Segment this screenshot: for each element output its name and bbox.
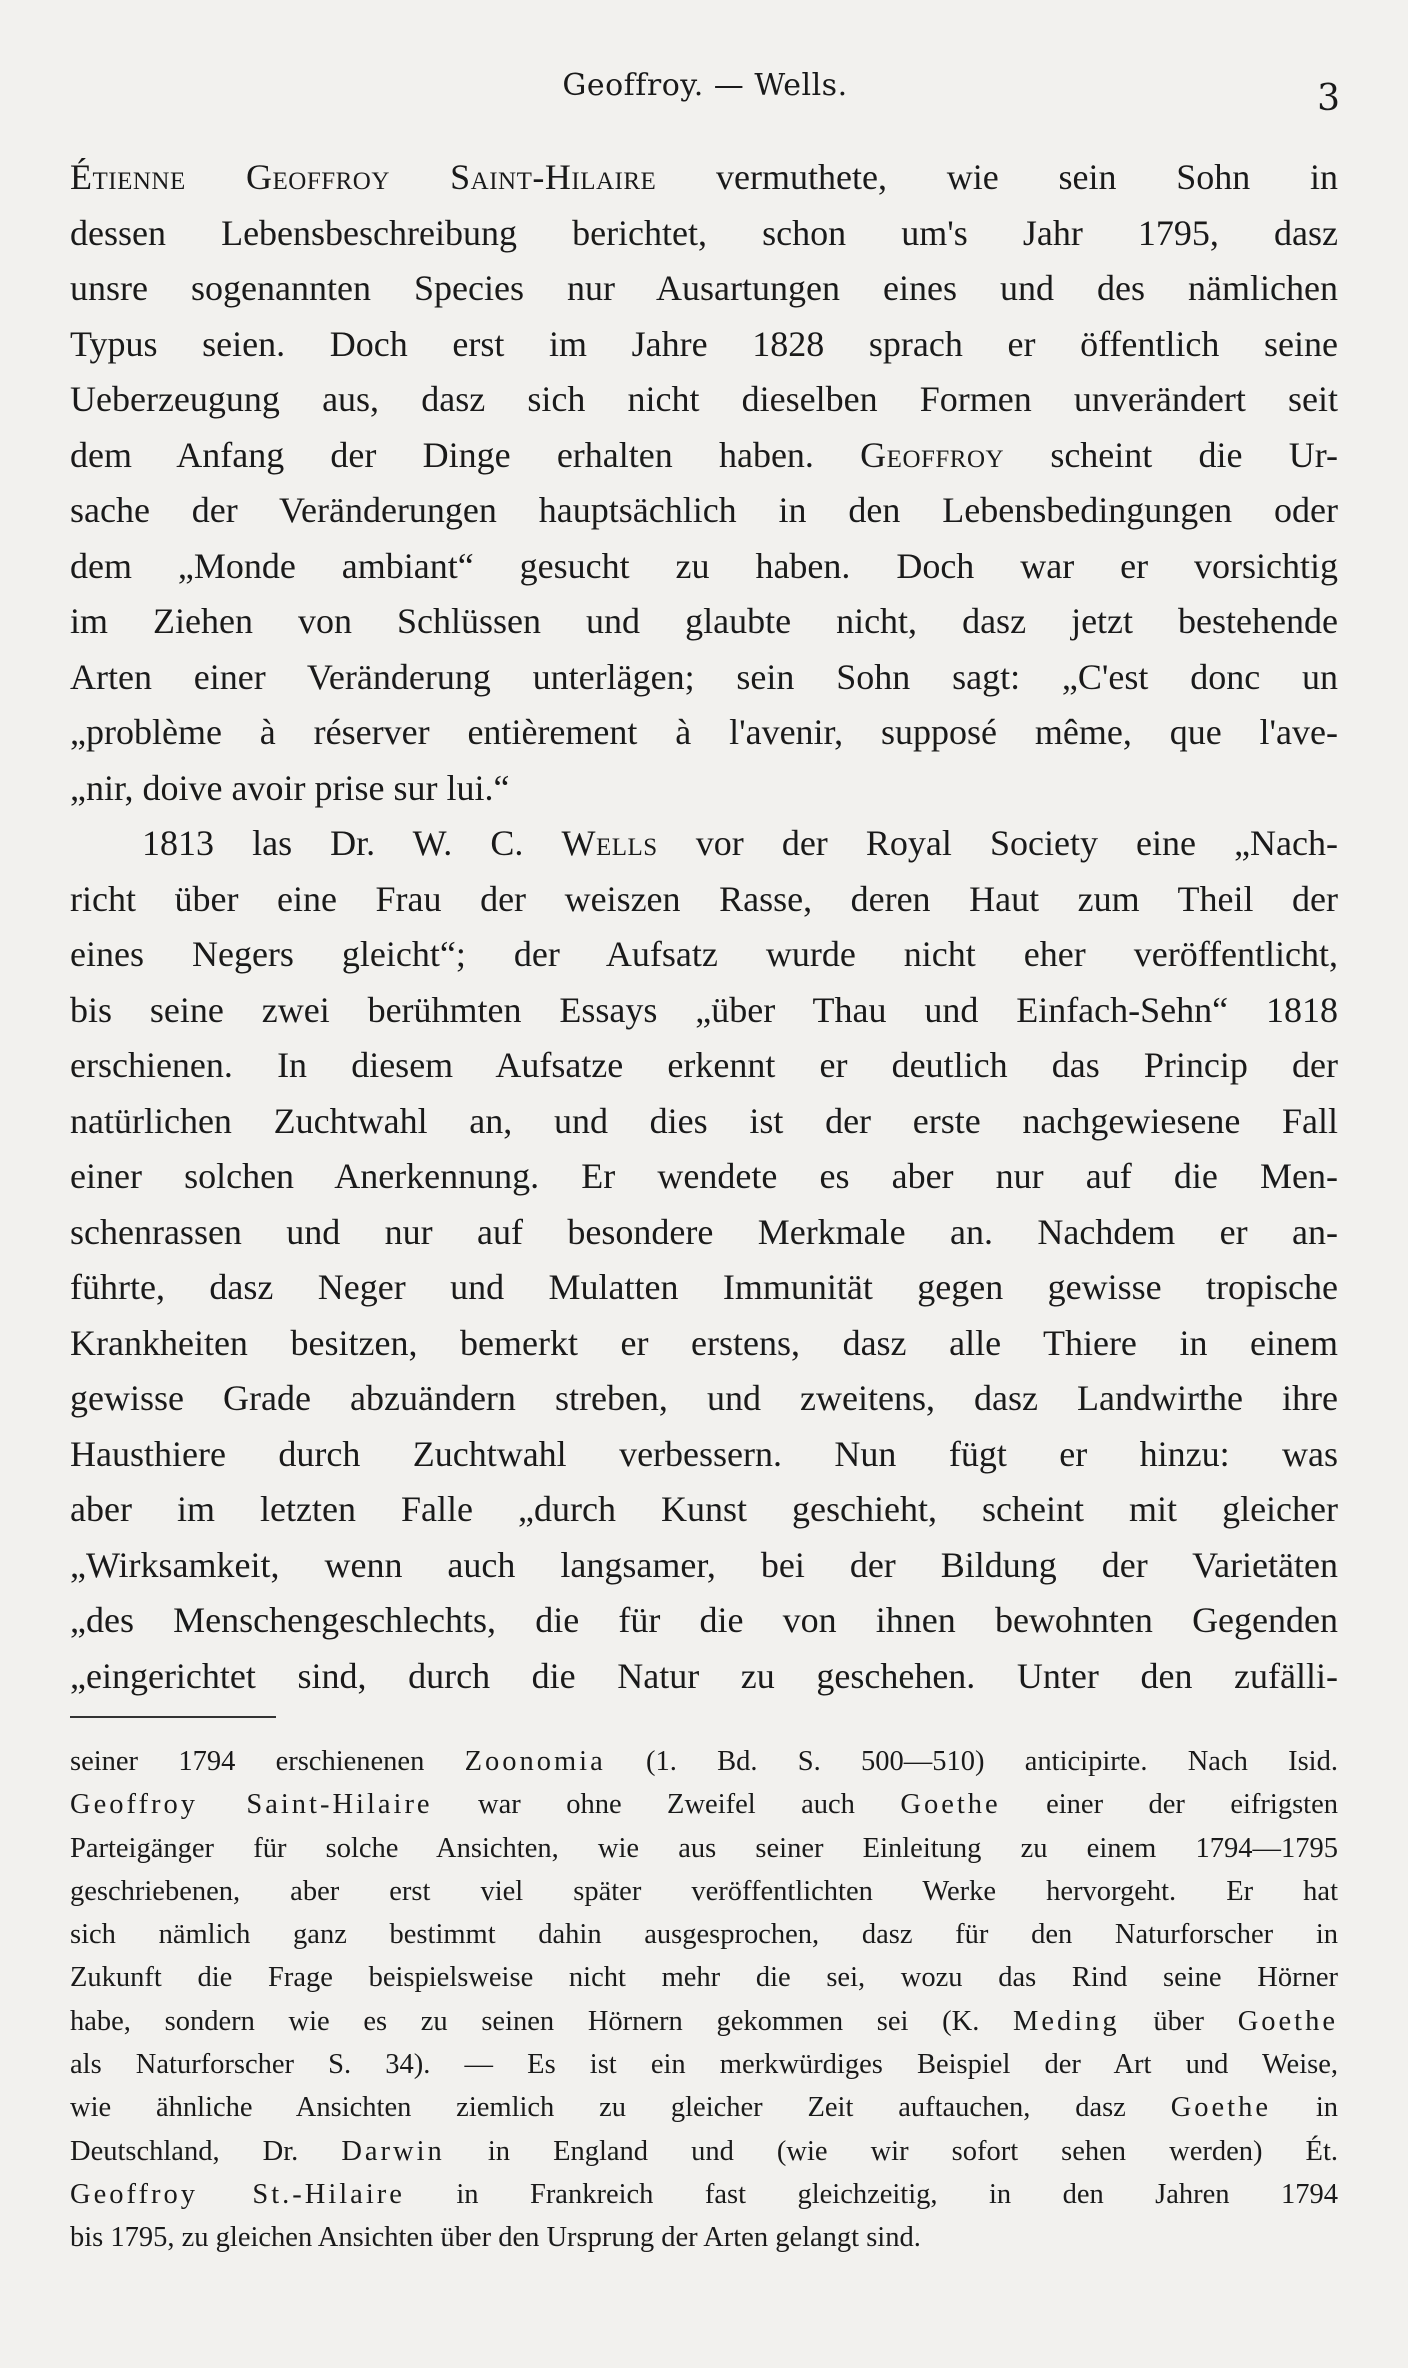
text-span: Parteigänger für solche Ansichten, wie aus seiner Einleitung zu einem 1794—1795 bbox=[70, 1832, 1338, 1864]
text-line bbox=[70, 206, 1338, 262]
text-span: bis seine zwei berühmten Essays „über Thau und Einfach-Sehn“ 1818 bbox=[70, 989, 1338, 1030]
text-span: seiner 1794 erschienenen bbox=[70, 1746, 465, 1777]
footnote-line bbox=[70, 2000, 1338, 2043]
text-span: unsre sogenannten Species nur Ausartungen eines und des nämlichen bbox=[70, 268, 1338, 308]
text-span: erschienen. In diesem Aufsatze erkennt er deutlich das Princip der bbox=[70, 1045, 1338, 1085]
text-span: einer solchen Anerkennung. Er wendete es aber nur auf die Men- bbox=[70, 1156, 1338, 1196]
text-span: dessen Lebensbeschreibung berichtet, schon um's Jahr 1795, dasz bbox=[70, 212, 1338, 253]
text-line bbox=[70, 1260, 1338, 1316]
text-span: Hausthiere durch Zuchtwahl verbessern. Nun fügt er hinzu: was bbox=[70, 1433, 1338, 1474]
text-span: gewisse Grade abzuändern streben, und zweitens, dasz Landwirthe ihre bbox=[70, 1378, 1338, 1418]
text-line bbox=[70, 705, 1338, 761]
running-head: Geoffroy. — Wells. bbox=[562, 68, 848, 103]
spaced-name: Meding bbox=[1013, 2005, 1120, 2037]
footnote-line bbox=[70, 1740, 1338, 1783]
spaced-name: Goethe bbox=[900, 1789, 1001, 1821]
text-line bbox=[70, 1649, 1338, 1705]
text-span: scheint die Ur- bbox=[1004, 434, 1338, 475]
text-span: Deutschland, Dr. bbox=[70, 2135, 342, 2167]
text-span: eines Negers gleicht“; der Aufsatz wurde nicht eher veröffentlicht, bbox=[70, 934, 1338, 974]
author-name: Geoffroy bbox=[860, 434, 1005, 475]
text-line bbox=[70, 1482, 1338, 1538]
text-line bbox=[70, 1427, 1338, 1483]
footnote-line bbox=[70, 2173, 1338, 2216]
text-span: richt über eine Frau der weiszen Rasse, deren Haut zum Theil der bbox=[70, 878, 1338, 919]
text-line bbox=[70, 539, 1338, 595]
text-line bbox=[70, 1149, 1338, 1205]
text-line bbox=[70, 372, 1338, 428]
text-line bbox=[70, 983, 1338, 1039]
text-span: bis 1795, zu gleichen Ansichten über den Ursprung der Arten gelangt sind. bbox=[70, 2222, 921, 2254]
spaced-name: Goethe bbox=[1170, 2092, 1271, 2124]
author-name: Étienne Geoffroy Saint-Hilaire bbox=[70, 157, 657, 197]
text-span: „nir, doive avoir prise sur lui.“ bbox=[70, 767, 510, 808]
text-line bbox=[70, 1593, 1338, 1649]
footnote-line bbox=[70, 1870, 1338, 1913]
text-span: (1. Bd. S. 500—510) anticipirte. Nach Isid. bbox=[605, 1746, 1338, 1777]
text-span: „des Menschengeschlechts, die für die von ihnen bewohnten Gegenden bbox=[70, 1600, 1338, 1640]
text-line bbox=[70, 1038, 1338, 1094]
text-span: Ét. bbox=[1305, 2135, 1338, 2167]
footnote-rule bbox=[70, 1716, 276, 1718]
text-line bbox=[70, 594, 1338, 650]
spaced-name: Geoffroy St.-Hilaire bbox=[70, 2178, 405, 2210]
footnote-line bbox=[70, 1783, 1338, 1826]
footnote bbox=[70, 1740, 1338, 2260]
footnote-line bbox=[70, 2043, 1338, 2086]
text-span: sich nämlich ganz bestimmt dahin ausgesprochen, dasz für den Naturforscher in bbox=[70, 1919, 1338, 1951]
text-span: Zukunft die Frage beispielsweise nicht mehr die sei, wozu das Rind seine Hörner bbox=[70, 1962, 1338, 1994]
text-span: vor der Royal Society eine „Nach- bbox=[657, 823, 1339, 863]
text-line bbox=[70, 816, 1338, 872]
text-span: als Naturforscher S. 34). — Es ist ein merkwürdiges Beispiel der Art und Weise, bbox=[70, 2049, 1338, 2081]
text-line bbox=[70, 1205, 1338, 1261]
text-line bbox=[70, 150, 1338, 206]
text-span: natürlichen Zuchtwahl an, und dies ist der erste nachgewiesene Fall bbox=[70, 1100, 1338, 1141]
text-line bbox=[70, 428, 1338, 484]
text-span: Ueberzeugung aus, dasz sich nicht dieselben Formen unverändert seit bbox=[70, 379, 1338, 419]
text-line bbox=[70, 1371, 1338, 1427]
text-span: in bbox=[1271, 2092, 1339, 2124]
text-line bbox=[70, 317, 1338, 373]
text-span: über bbox=[1119, 2005, 1238, 2037]
text-span: im Ziehen von Schlüssen und glaubte nicht, dasz jetzt bestehende bbox=[70, 601, 1338, 641]
text-span: war ohne Zweifel auch bbox=[432, 1789, 901, 1821]
text-span: schenrassen und nur auf besondere Merkmale an. Nachdem er an- bbox=[70, 1211, 1338, 1252]
page-header bbox=[70, 62, 1340, 122]
footnote-line bbox=[70, 1827, 1338, 1870]
text-span: einer der eifrigsten bbox=[1000, 1789, 1338, 1821]
text-span: sache der Veränderungen hauptsächlich in den Lebensbedingungen oder bbox=[70, 490, 1338, 530]
text-line bbox=[70, 261, 1338, 317]
text-span: dem Anfang der Dinge erhalten haben. bbox=[70, 434, 861, 475]
text-span: dem „Monde ambiant“ gesucht zu haben. Doch war er vorsichtig bbox=[70, 545, 1338, 586]
text-line bbox=[70, 1538, 1338, 1594]
footnote-line bbox=[70, 2086, 1338, 2129]
text-span: in Frankreich fast gleichzeitig, in den Jahren 1794 bbox=[404, 2178, 1339, 2210]
page-number: 3 bbox=[1317, 78, 1340, 119]
text-span: vermuthete, wie sein Sohn in bbox=[656, 157, 1338, 197]
text-span: Typus seien. Doch erst im Jahre 1828 sprach er öffentlich seine bbox=[70, 323, 1338, 364]
text-line bbox=[70, 872, 1338, 928]
text-line bbox=[70, 483, 1338, 539]
spaced-name: Geoffroy Saint-Hilaire bbox=[70, 1789, 433, 1821]
text-span: Krankheiten besitzen, bemerkt er erstens, dasz alle Thiere in einem bbox=[70, 1322, 1338, 1363]
text-line bbox=[70, 650, 1338, 706]
text-span: aber im letzten Falle „durch Kunst geschieht, scheint mit gleicher bbox=[70, 1489, 1338, 1529]
footnote-line bbox=[70, 2216, 1338, 2259]
author-name: Wells bbox=[561, 823, 658, 863]
footnote-line bbox=[70, 1913, 1338, 1956]
spaced-title: Zoonomia bbox=[464, 1746, 606, 1777]
footnote-line bbox=[70, 1956, 1338, 1999]
spaced-name: Darwin bbox=[341, 2135, 445, 2167]
text-span: in England und (wie wir sofort sehen werden) bbox=[444, 2135, 1306, 2167]
footnote-line bbox=[70, 2130, 1338, 2173]
text-span: „Wirksamkeit, wenn auch langsamer, bei der Bildung der Varietäten bbox=[70, 1544, 1338, 1585]
text-line bbox=[70, 1094, 1338, 1150]
text-span: geschriebenen, aber erst viel später veröffentlichten Werke hervorgeht. Er hat bbox=[70, 1875, 1338, 1907]
text-line bbox=[70, 927, 1338, 983]
main-text bbox=[70, 150, 1338, 1704]
text-span: Arten einer Veränderung unterlägen; sein Sohn sagt: „C'est donc un bbox=[70, 656, 1338, 697]
text-span: „problème à réserver entièrement à l'avenir, supposé même, que l'ave- bbox=[70, 712, 1338, 752]
text-span: „eingerichtet sind, durch die Natur zu geschehen. Unter den zufälli- bbox=[70, 1655, 1338, 1696]
text-span: wie ähnliche Ansichten ziemlich zu gleicher Zeit auftauchen, dasz bbox=[70, 2092, 1171, 2124]
text-span: führte, dasz Neger und Mulatten Immunität gegen gewisse tropische bbox=[70, 1267, 1338, 1307]
text-line bbox=[70, 761, 1338, 817]
text-line bbox=[70, 1316, 1338, 1372]
text-span: habe, sondern wie es zu seinen Hörnern gekommen sei (K. bbox=[70, 2005, 1014, 2037]
spaced-name: Goethe bbox=[1237, 2005, 1338, 2037]
text-span: 1813 las Dr. W. C. bbox=[142, 823, 562, 863]
